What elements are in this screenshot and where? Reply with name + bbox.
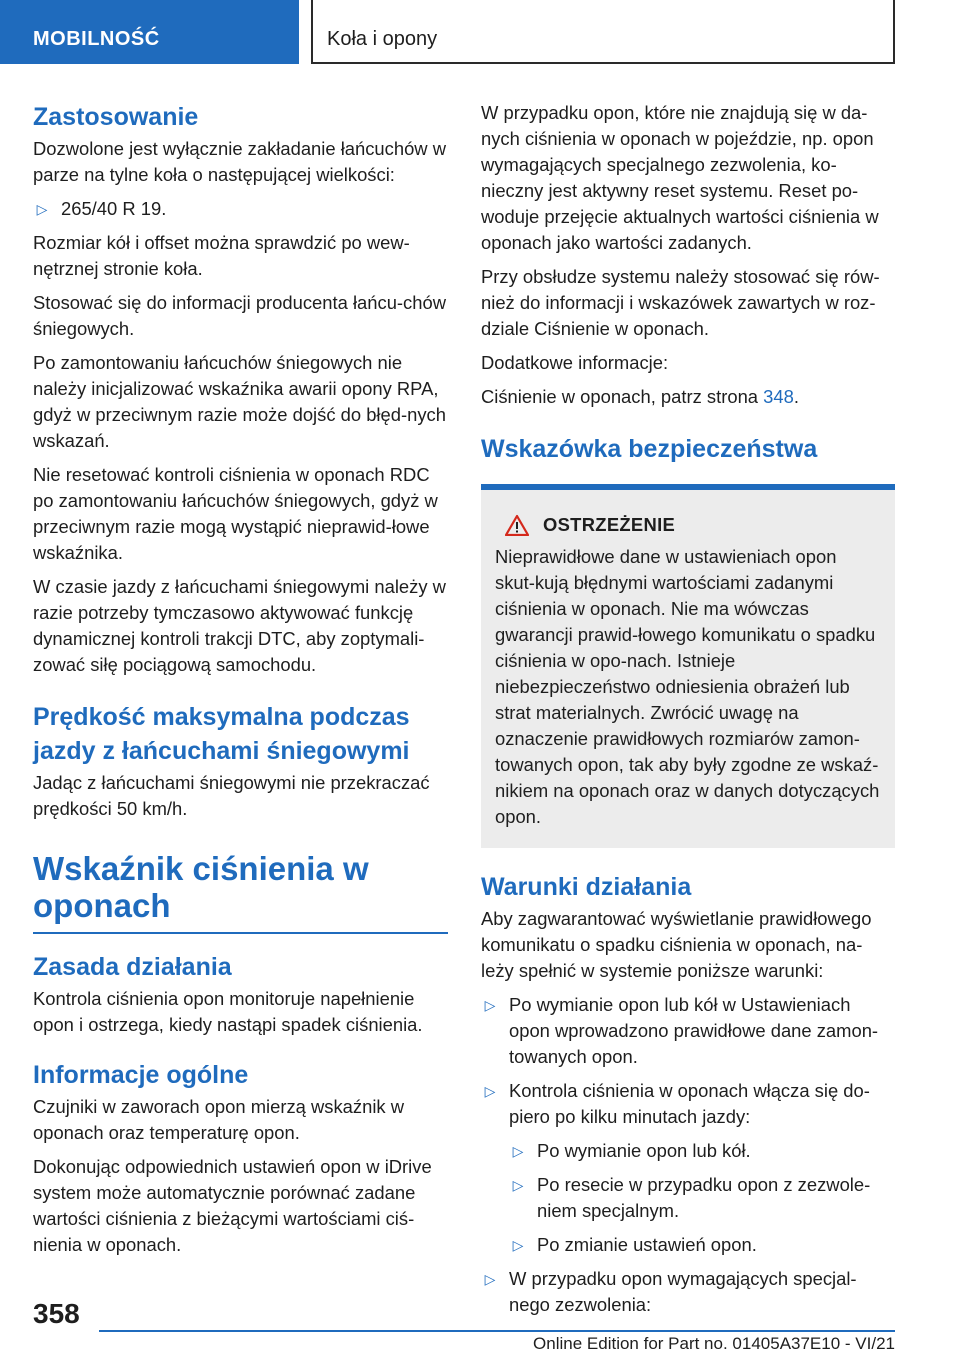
list-item: ▷ Kontrola ciśnienia w oponach włącza się do-piero po kilku minutach jazdy: ▷ Po wymianie opon lub kół. ▷ Po resecie w przypadku opon z zezwole-niem specjalnym. ▷ Po zmianie ustawień opon.: [481, 1078, 895, 1258]
conditions-sublist: [509, 1138, 895, 1258]
paragraph-cross-reference: Ciśnienie w oponach, patrz strona 348.: [481, 386, 799, 407]
list-item: ▷ Po wymianie opon lub kół w Ustawieniach opon wprowadzono prawidłowe dane zamon-towanych opon.: [481, 992, 895, 1070]
paragraph: Nie resetować kontroli ciśnienia w oponach RDC po zamontowaniu łańcuchów śniegowych, gdyż w przeciwnym razie mogą wystąpić nieprawid-łowe wskaźnika.: [33, 464, 438, 563]
heading-predkosc: Prędkość maksymalna podczas jazdy z łańcuchami śniegowymi: [33, 703, 410, 765]
paragraph: Czujniki w zaworach opon mierzą wskaźnik w oponach oraz temperaturę opon.: [33, 1096, 405, 1143]
bullet-triangle-icon: ▷: [484, 1271, 496, 1287]
warning-box: [481, 484, 895, 848]
header-section-label: MOBILNOŚĆ: [0, 0, 299, 64]
bullet-triangle-icon: ▷: [512, 1177, 524, 1193]
paragraph: Rozmiar kół i offset można sprawdzić po wew-nętrznej stronie koła.: [33, 232, 410, 279]
footer-divider: [99, 1330, 895, 1332]
heading-zasada-dzialania: Zasada działania: [33, 953, 232, 981]
paragraph: Dokonując odpowiednich ustawień opon w iDrive system może automatycznie porównać zadane wartości ciśnienia z bieżącymi wartościami ciś-nienia w oponach.: [33, 1156, 432, 1255]
list-item: ▷ 265/40 R 19.: [33, 196, 448, 222]
paragraph: Jadąc z łańcuchami śniegowymi nie przekraczać prędkości 50 km/h.: [33, 772, 430, 819]
size-list: [33, 196, 448, 222]
sub-list-item: ▷ Po resecie w przypadku opon z zezwole-niem specjalnym.: [509, 1172, 895, 1224]
right-column: [481, 100, 895, 1326]
warning-triangle-icon: [505, 514, 529, 536]
bullet-triangle-icon: ▷: [512, 1237, 524, 1253]
heading-warunki-dzialania: Warunki działania: [481, 873, 692, 901]
section-divider: [33, 932, 448, 934]
heading-zastosowanie: Zastosowanie: [33, 103, 199, 131]
heading-wskaznik-cisnienia: Wskaźnik ciśnienia w oponach: [33, 850, 369, 924]
warning-header: [495, 512, 881, 538]
footer-edition-text: Online Edition for Part no. 01405A37E10 - VI/21: [533, 1334, 895, 1353]
paragraph: Przy obsłudze systemu należy stosować się rów-nież do informacji i wskazówek zawartych w roz-dziale Ciśnienie w oponach.: [481, 266, 880, 339]
left-column: [33, 100, 448, 1266]
bullet-triangle-icon: ▷: [484, 997, 496, 1013]
paragraph: Dozwolone jest wyłącznie zakładanie łańcuchów w parze na tylne koła o następującej wielkości:: [33, 138, 446, 185]
page-number: 358: [33, 1298, 80, 1329]
paragraph: W czasie jazdy z łańcuchami śniegowymi należy w razie potrzeby tymczasowo aktywować funkcję dynamicznej kontroli trakcji DTC, aby zoptymali-zować siłę pociągową samochodu.: [33, 576, 446, 675]
paragraph: W przypadku opon, które nie znajdują się w da-nych ciśnienia w oponach w pojeździe, np. opon wymagających specjalnego zezwolenia, ko-nieczny jest aktywny reset systemu. Reset po-woduje przejęcie aktualnych wartości ciśnienia w oponach jako wartości zadanych.: [481, 102, 879, 253]
warning-title: OSTRZEŻENIE: [543, 514, 676, 535]
paragraph: Po zamontowaniu łańcuchów śniegowych nie należy inicjalizować wskaźnika awarii opony RPA, gdyż w przeciwnym razie może dojść do błęd-nych wskazań.: [33, 352, 446, 451]
list-item: ▷ W przypadku opon wymagających specjal-nego zezwolenia:: [481, 1266, 895, 1318]
heading-wskazowka-bezpieczenstwa: Wskazówka bezpieczeństwa: [481, 435, 818, 463]
sub-list-item: ▷ Po wymianie opon lub kół.: [509, 1138, 895, 1164]
paragraph: Stosować się do informacji producenta łańcu-chów śniegowych.: [33, 292, 446, 339]
paragraph: Kontrola ciśnienia opon monitoruje napełnienie opon i ostrzega, kiedy nastąpi spadek ciśnienia.: [33, 988, 423, 1035]
bullet-triangle-icon: ▷: [36, 201, 48, 217]
conditions-list: [481, 992, 895, 1318]
page-reference-link[interactable]: 348: [763, 386, 794, 407]
header-chapter-title: Koła i opony: [311, 0, 895, 64]
paragraph: Dodatkowe informacje:: [481, 352, 669, 373]
heading-informacje-ogolne: Informacje ogólne: [33, 1061, 249, 1089]
warning-body: Nieprawidłowe dane w ustawieniach opon skut-kują błędnymi wartościami zadanymi ciśnienia w oponach. Nie ma wówczas gwarancji prawid-łowego komunikatu o spadku ciśnienia w opo-nach. Istnieje niebezpieczeństwo odniesienia obrażeń lub strat materialnych. Zwrócić uwagę na oznaczenie prawidłowych rozmiarów zamon-towanych opon, tak aby były zgodne ze wskaź-nikiem na oponach oraz w danych dotyczących opon.: [495, 546, 880, 827]
bullet-triangle-icon: ▷: [512, 1143, 524, 1159]
paragraph: Aby zagwarantować wyświetlanie prawidłowego komunikatu o spadku ciśnienia w oponach, na-leży spełnić w systemie poniższe warunki:: [481, 908, 872, 981]
sub-list-item: ▷ Po zmianie ustawień opon.: [509, 1232, 895, 1258]
bullet-triangle-icon: ▷: [484, 1083, 496, 1099]
